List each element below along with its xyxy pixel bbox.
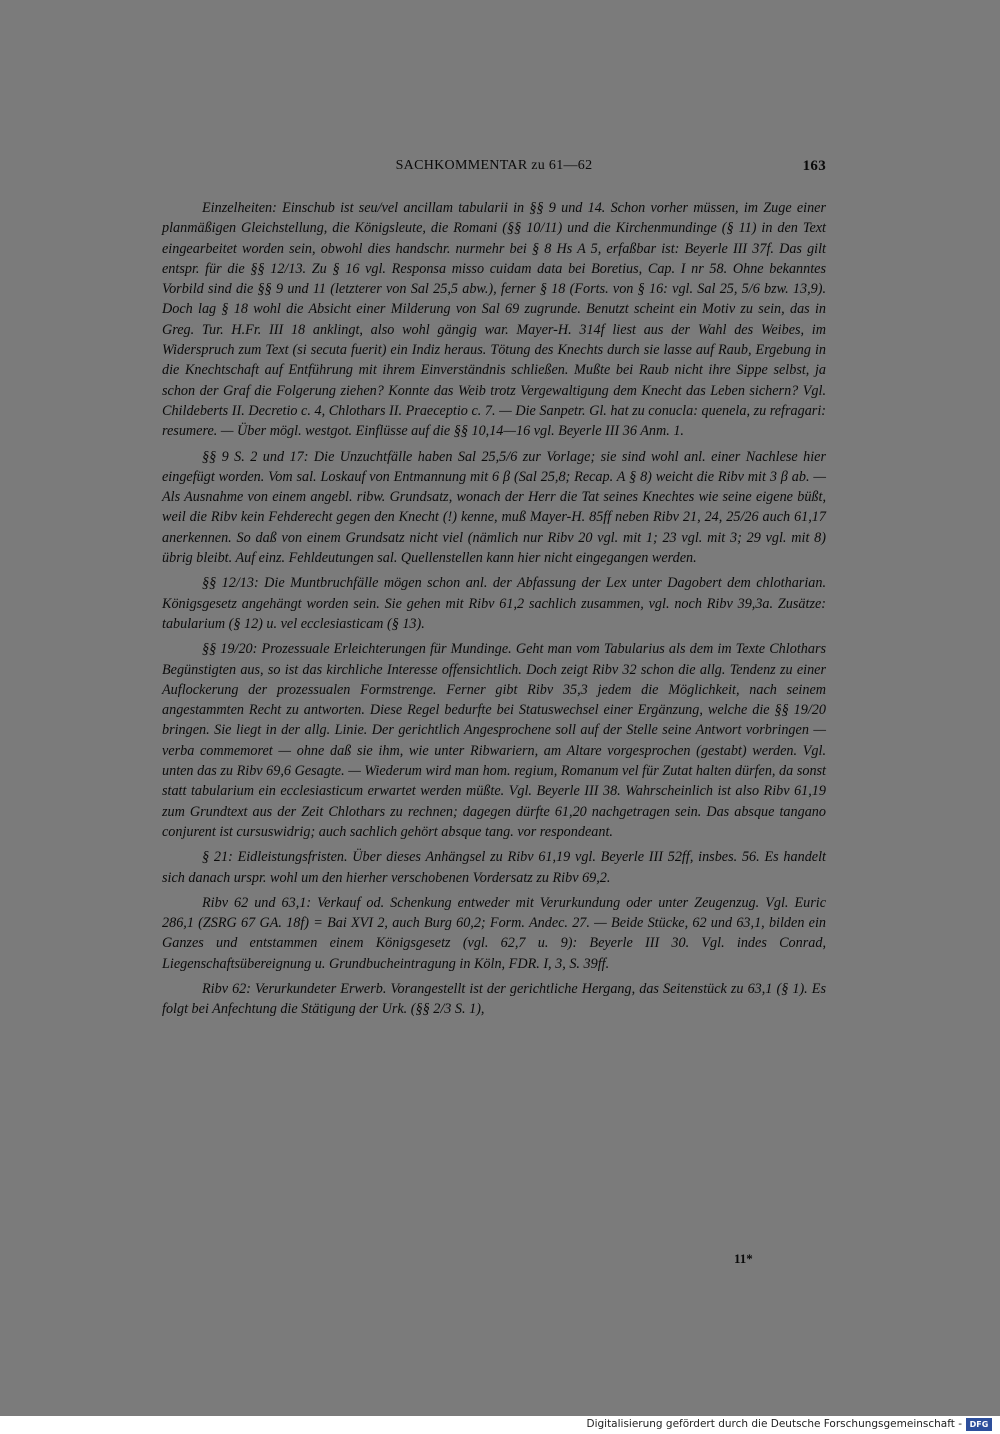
paragraph-muntbruchfaelle: §§ 12/13: Die Muntbruchfälle mögen schon anl. der Abfassung der Lex unter Dagobert dem chlotharian. Königsgesetz angehängt worden sein. Sie gehen mit Ribv 61,2 sachlich zusammen, vgl. noch Ribv 39,3a. Zusätze: tabularium (§ 12) u. vel ecclesiasticam (§ 13). xyxy=(162,575,826,632)
paragraph-prozessuale-erleichterungen: §§ 19/20: Prozessuale Erleichterungen für Mundinge. Geht man vom Tabularius als dem im Texte Chlothars Begünstigten aus, so ist das kirchliche Interesse offensichtlich. Doch zeigt Ribv 32 schon die allg. Tendenz zu einer Auflockerung der prozessualen Formstrenge. Ferner gibt Ribv 35,3 jedem die Möglichkeit, nach seinem angestammten Recht zu antworten. Diese Regel bedurfte bei Statuswechsel einer Ergänzung, welche die §§ 19/20 bringen. Sie liegt in der allg. Linie. Der gerichtlich Angesprochene soll auf der Stelle seine Antwort vorbringen — verba commemoret — ohne daß sie ihm, wie unter Ribwariern, am Altare vorgesprochen (gestabt) werden. Vgl. unten das zu Ribv 69,6 Gesagte. — Wiederum wird man hom. regium, Romanum vel für Zutat halten dürfen, da sonst statt tabularium ein ecclesiasticum erwartet werden müßte. Vgl. Beyerle III 38. Wahrscheinlich ist also Ribv 61,19 zum Grundtext aus der Zeit Chlothars zu rechnen; dagegen dürfte 61,20 nachgetragen sein. Das absque tangano conjurent ist cursuswidrig; auch sachlich gehört absque tang. vor respondeant. xyxy=(162,641,826,840)
signature-mark: 11* xyxy=(734,1251,753,1266)
page-number: 163 xyxy=(802,158,826,174)
paragraph-verurkundeter-erwerb: Ribv 62: Verurkundeter Erwerb. Vorangestellt ist der gerichtliche Hergang, das Seitenstück zu 63,1 (§ 1). Es folgt bei Anfechtung die Stätigung der Urk. (§§ 2/3 S. 1), xyxy=(162,980,826,1018)
running-title: SACHKOMMENTAR zu 61—62 xyxy=(395,158,593,173)
paragraph-einzelheiten: Einzelheiten: Einschub ist seu/vel ancillam tabularii in §§ 9 und 14. Schon vorher müssen, im Zuge einer planmäßigen Gleichstellung, die Königsleute, die Romani (§§ 10/11) und die Kirchenmundinge (§ 11) in den Text eingearbeitet worden sein, obwohl dies handschr. nurmehr bei § 8 Hs A 5, erfaßbar ist: Beyerle III 37f. Das gilt entspr. für die §§ 12/13. Zu § 16 vgl. Responsa misso cuidam data bei Boretius, Cap. I nr 58. Ohne bekanntes Vorbild sind die §§ 9 und 11 (letzterer von Sal 25,5 abw.), ferner § 18 (Forts. von § 16: vgl. Sal 25, 5/6 bzw. 13,9). Doch lag § 18 wohl die Absicht einer Milderung von Sal 69 zugrunde. Benutzt scheint ein Motiv zu sein, das in Greg. Tur. H.Fr. III 18 anklingt, also wohl gängig war. Mayer-H. 314f liest aus der Wahl des Weibes, im Widerspruch zum Text (si secuta fuerit) ein Indiz heraus. Tötung des Knechts durch sie lasse auf Raub, Ergebung in die Knechtschaft auf Entführung mit ihrem Einverständnis schließen. Mußte bei Raub nicht ihre Sippe selbst, ja schon der Graf die Folgerung ziehen? Konnte das Weib trotz Vergewaltigung dem Knecht das Leben sichern? Vgl. Childeberts II. Decretio c. 4, Chlothars II. Praeceptio c. 7. — Die Sanpetr. Gl. hat zu conucla: quenela, zu refragari: resumere. — Über mögl. westgot. Einflüsse auf die §§ 10,14—16 vgl. Beyerle III 36 Anm. 1. xyxy=(162,200,826,440)
footer-bar xyxy=(0,1416,1000,1434)
body-text xyxy=(162,198,826,1025)
running-head xyxy=(162,158,826,178)
paragraph-eidleistungsfristen: § 21: Eidleistungsfristen. Über dieses Anhängsel zu Ribv 61,19 vgl. Beyerle III 52ff, insbes. 56. Es handelt sich danach urspr. wohl um den hierher verschobenen Vordersatz zu Ribv 69,2. xyxy=(162,849,826,886)
footer-funding-text: Digitalisierung gefördert durch die Deutsche Forschungsgemeinschaft - xyxy=(586,1418,962,1430)
paragraph-ribv-62-63: Ribv 62 und 63,1: Verkauf od. Schenkung entweder mit Verurkundung oder unter Zeugenzug. Vgl. Euric 286,1 (ZSRG 67 GA. 18f) = Bai XVI 2, auch Burg 60,2; Form. Andec. 27. — Beide Stücke, 62 und 63,1, bilden ein Ganzes und entstammen einem Königsgesetz (vgl. 62,7 u. 9): Beyerle III 30. Vgl. indes Conrad, Liegenschaftsübereignung u. Grundbucheintragung in Köln, FDR. I, 3, S. 39ff. xyxy=(162,894,826,972)
dfg-logo-icon: DFG xyxy=(966,1418,992,1431)
paragraph-unzuchtfaelle: §§ 9 S. 2 und 17: Die Unzuchtfälle haben Sal 25,5/6 zur Vorlage; sie sind wohl anl. einer Nachlese hier eingefügt worden. Vom sal. Loskauf von Entmannung mit 6 β (Sal 25,8; Recap. A § 8) weicht die Ribv mit 3 β ab. — Als Ausnahme von einem angebl. ribw. Grundsatz, wonach der Herr die Tat seines Knechtes wie seine eigene büßt, weil die Ribv kein Fehderecht gegen den Knecht (!) kenne, muß Mayer-H. 85ff neben Ribv 21, 24, 25/26 auch 61,17 anerkennen. So daß von einem Grundsatz nicht viel (nämlich nur Ribv 20 vgl. mit 1; 23 vgl. mit 3; 29 vgl. mit 8) übrig bleibt. Auf einz. Fehldeutungen sal. Quellenstellen kann hier nicht eingegangen werden. xyxy=(162,448,826,567)
